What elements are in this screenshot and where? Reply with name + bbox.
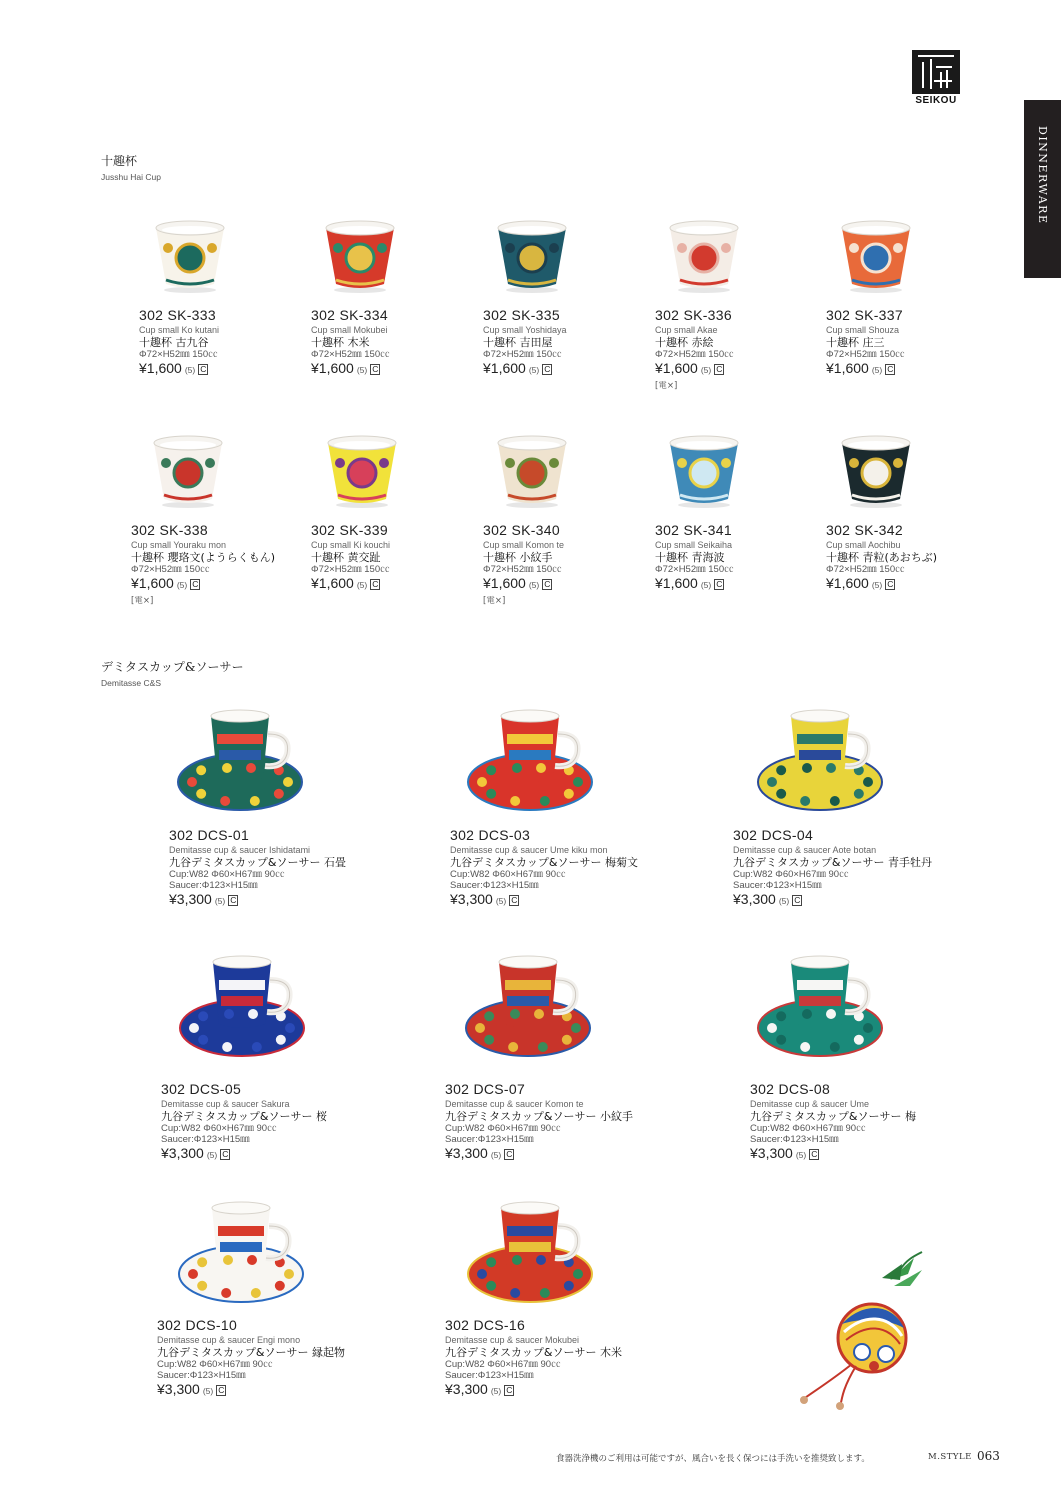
- product-name-en: Demitasse cup & saucer Mokubei: [445, 1335, 580, 1345]
- price-line: [311, 360, 511, 379]
- price: ¥1,600: [131, 575, 174, 591]
- cs-aote-botan-icon: [755, 706, 885, 816]
- product-dimensions: Φ72×H52㎜ 150㏄: [483, 349, 562, 360]
- pack-unit: (5): [528, 365, 540, 375]
- cup-dimensions: Cup:W82 Φ60×H67㎜ 90㏄: [169, 869, 285, 880]
- demitasse-product-card[interactable]: [445, 1081, 645, 1164]
- grade-badge: C: [811, 1149, 818, 1159]
- price: ¥3,300: [445, 1145, 488, 1161]
- price-line: [445, 1145, 645, 1164]
- cup-akae-icon: [664, 218, 744, 294]
- saucer-dimensions: Saucer:Φ123×H15㎜: [169, 880, 258, 891]
- cup-dimensions: Cup:W82 Φ60×H67㎜ 90㏄: [750, 1123, 866, 1134]
- price: ¥1,600: [311, 575, 354, 591]
- pack-unit: (5): [184, 365, 196, 375]
- price: ¥3,300: [733, 891, 776, 907]
- saucer-dimensions: Saucer:Φ123×H15㎜: [450, 880, 539, 891]
- pack-unit: (5): [778, 896, 790, 906]
- grade-badge: C: [544, 364, 551, 374]
- grade-badge: C: [506, 1385, 513, 1395]
- cup-product-card[interactable]: [655, 307, 855, 392]
- seikou-logo: [912, 50, 960, 106]
- product-code: 302 SK-341: [655, 522, 732, 538]
- saucer-dimensions: Saucer:Φ123×H15㎜: [445, 1370, 534, 1381]
- demitasse-product-card[interactable]: [445, 1317, 645, 1400]
- pack-unit: (5): [795, 1150, 807, 1160]
- product-name-en: Demitasse cup & saucer Ume kiku mon: [450, 845, 608, 855]
- product-code: 302 SK-333: [139, 307, 216, 323]
- pack-unit: (5): [700, 365, 712, 375]
- cup-seikaiha-icon: [664, 433, 744, 509]
- grade-badge: C: [200, 364, 207, 374]
- product-name-en: Demitasse cup & saucer Aote botan: [733, 845, 877, 855]
- product-name-jp: 十趣杯 青海波: [655, 551, 725, 564]
- product-name-jp: 九谷デミタスカップ&ソーサー 石畳: [169, 856, 346, 869]
- product-name-jp: 十趣杯 黄交趾: [311, 551, 381, 564]
- pack-unit: (5): [356, 365, 368, 375]
- cup-product-card[interactable]: [311, 522, 511, 594]
- cs-mokubei-icon: [465, 1198, 595, 1308]
- product-code: 302 DCS-08: [750, 1081, 831, 1097]
- category-label: DINNERWARE: [1036, 126, 1049, 225]
- pack-unit: (5): [176, 580, 188, 590]
- product-name-jp: 九谷デミタスカップ&ソーサー 小紋手: [445, 1110, 633, 1123]
- cup-komon-te-icon: [492, 433, 572, 509]
- product-name-en: Demitasse cup & saucer Komon te: [445, 1099, 584, 1109]
- demitasse-product-card[interactable]: [169, 827, 369, 910]
- product-dimensions: Φ72×H52㎜ 150㏄: [131, 564, 210, 575]
- product-code: 302 DCS-03: [450, 827, 531, 843]
- product-name-jp: 十趣杯 小紋手: [483, 551, 553, 564]
- cup-product-card[interactable]: [826, 307, 1026, 379]
- grade-badge: C: [506, 1149, 513, 1159]
- product-name-en: Cup small Seikaiha: [655, 540, 733, 550]
- product-name-jp: 九谷デミタスカップ&ソーサー 梅: [750, 1110, 916, 1123]
- footer-brand: M.STYLE: [928, 1452, 972, 1462]
- product-dimensions: Φ72×H52㎜ 150㏄: [655, 564, 734, 575]
- price-line: [483, 575, 683, 594]
- cup-product-card[interactable]: [483, 307, 683, 379]
- product-code: 302 DCS-04: [733, 827, 814, 843]
- product-name-jp: 九谷デミタスカップ&ソーサー 木米: [445, 1346, 622, 1359]
- price: ¥3,300: [450, 891, 493, 907]
- cup-aochibu-icon: [836, 433, 916, 509]
- price: ¥3,300: [157, 1381, 200, 1397]
- demitasse-product-card[interactable]: [161, 1081, 361, 1164]
- product-name-en: Cup small Ko kutani: [139, 325, 220, 335]
- product-name-jp: 九谷デミタスカップ&ソーサー 桜: [161, 1110, 327, 1123]
- logo-word: SEIKOU: [915, 95, 957, 106]
- product-code: 302 DCS-07: [445, 1081, 526, 1097]
- product-name-en: Demitasse cup & saucer Ishidatami: [169, 845, 311, 855]
- demitasse-product-card[interactable]: [450, 827, 650, 910]
- price-line: [311, 575, 511, 594]
- product-code: 302 SK-342: [826, 522, 903, 538]
- price-line: [655, 575, 855, 594]
- product-name-en: Demitasse cup & saucer Sakura: [161, 1099, 290, 1109]
- price: ¥1,600: [826, 575, 869, 591]
- grade-badge: C: [887, 579, 894, 589]
- saucer-dimensions: Saucer:Φ123×H15㎜: [750, 1134, 839, 1145]
- product-dimensions: Φ72×H52㎜ 150㏄: [826, 564, 905, 575]
- product-name-jp: 十趣杯 吉田屋: [483, 336, 553, 349]
- product-code: 302 DCS-10: [157, 1317, 238, 1333]
- dishwasher-note: [電×]: [655, 381, 678, 391]
- product-name-jp: 十趣杯 庄三: [826, 336, 885, 349]
- bamboo-and-temari-ornament-icon: [782, 1240, 942, 1415]
- product-name-jp: 九谷デミタスカップ&ソーサー 梅菊文: [450, 856, 638, 869]
- product-name-en: Demitasse cup & saucer Ume: [750, 1099, 870, 1109]
- cup-mokubei-icon: [320, 218, 400, 294]
- grade-badge: C: [716, 364, 723, 374]
- product-name-jp: 十趣杯 瓔珞文(ようらくもん): [131, 551, 276, 564]
- pack-unit: (5): [206, 1150, 218, 1160]
- grade-badge: C: [794, 895, 801, 905]
- product-code: 302 SK-337: [826, 307, 903, 323]
- section-subtitle-jusshu: Jusshu Hai Cup: [101, 172, 162, 182]
- product-code: 302 DCS-05: [161, 1081, 242, 1097]
- demitasse-product-card[interactable]: [750, 1081, 950, 1164]
- dishwasher-note: [電×]: [131, 596, 154, 606]
- pack-unit: (5): [490, 1386, 502, 1396]
- price-line: [139, 360, 339, 379]
- product-code: 302 SK-336: [655, 307, 732, 323]
- price-line: [655, 360, 855, 379]
- saucer-dimensions: Saucer:Φ123×H15㎜: [445, 1134, 534, 1145]
- product-dimensions: Φ72×H52㎜ 150㏄: [655, 349, 734, 360]
- pack-unit: (5): [495, 896, 507, 906]
- grade-badge: C: [372, 364, 379, 374]
- product-name-en: Cup small Aochibu: [826, 540, 901, 550]
- cup-ko-kutani-icon: [150, 218, 230, 294]
- pack-unit: (5): [528, 580, 540, 590]
- cs-sakura-icon: [177, 952, 307, 1062]
- price: ¥3,300: [169, 891, 212, 907]
- price: ¥1,600: [139, 360, 182, 376]
- cs-komon-te-icon: [463, 952, 593, 1062]
- demitasse-product-card[interactable]: [733, 827, 933, 910]
- cup-product-card[interactable]: [483, 522, 683, 607]
- product-code: 302 SK-338: [131, 522, 208, 538]
- product-dimensions: Φ72×H52㎜ 150㏄: [139, 349, 218, 360]
- price-line: [131, 575, 331, 594]
- product-code: 302 SK-334: [311, 307, 388, 323]
- pack-unit: (5): [490, 1150, 502, 1160]
- seikou-logo-mark-icon: [912, 50, 960, 94]
- product-name-jp: 十趣杯 古九谷: [139, 336, 209, 349]
- product-dimensions: Φ72×H52㎜ 150㏄: [311, 564, 390, 575]
- price-line: [750, 1145, 950, 1164]
- product-name-en: Cup small Mokubei: [311, 325, 388, 335]
- product-code: 302 SK-340: [483, 522, 560, 538]
- price: ¥3,300: [161, 1145, 204, 1161]
- product-name-jp: 十趣杯 木米: [311, 336, 370, 349]
- grade-badge: C: [716, 579, 723, 589]
- cs-ume-icon: [755, 952, 885, 1062]
- pack-unit: (5): [356, 580, 368, 590]
- pack-unit: (5): [214, 896, 226, 906]
- product-dimensions: Φ72×H52㎜ 150㏄: [826, 349, 905, 360]
- price-line: [483, 360, 683, 379]
- cup-dimensions: Cup:W82 Φ60×H67㎜ 90㏄: [450, 869, 566, 880]
- product-code: 302 SK-339: [311, 522, 388, 538]
- care-instructions-note: 食器洗浄機のご利用は可能ですが、風合いを長く保つには手洗いを推奨致します。: [556, 1454, 870, 1464]
- pack-unit: (5): [871, 365, 883, 375]
- price: ¥1,600: [655, 360, 698, 376]
- category-side-tab[interactable]: [1024, 100, 1061, 278]
- pack-unit: (5): [700, 580, 712, 590]
- product-name-jp: 十趣杯 赤絵: [655, 336, 714, 349]
- grade-badge: C: [230, 895, 237, 905]
- cup-dimensions: Cup:W82 Φ60×H67㎜ 90㏄: [445, 1359, 561, 1370]
- price: ¥1,600: [311, 360, 354, 376]
- cup-product-card[interactable]: [655, 522, 855, 594]
- cup-product-card[interactable]: [311, 307, 511, 379]
- cup-product-card[interactable]: [131, 522, 331, 607]
- price-line: [826, 575, 1026, 594]
- grade-badge: C: [222, 1149, 229, 1159]
- cup-youraku-icon: [148, 433, 228, 509]
- product-name-jp: 九谷デミタスカップ&ソーサー 青手牡丹: [733, 856, 932, 869]
- section-title-jusshu: 十趣杯: [101, 154, 138, 168]
- cup-product-card[interactable]: [139, 307, 339, 379]
- grade-badge: C: [511, 895, 518, 905]
- dishwasher-note: [電×]: [483, 596, 506, 606]
- price: ¥3,300: [445, 1381, 488, 1397]
- grade-badge: C: [218, 1385, 225, 1395]
- cup-yoshidaya-icon: [492, 218, 572, 294]
- grade-badge: C: [544, 579, 551, 589]
- saucer-dimensions: Saucer:Φ123×H15㎜: [733, 880, 822, 891]
- product-name-en: Cup small Ki kouchi: [311, 540, 391, 550]
- cs-ume-kiku-icon: [465, 706, 595, 816]
- price-line: [826, 360, 1026, 379]
- saucer-dimensions: Saucer:Φ123×H15㎜: [157, 1370, 246, 1381]
- grade-badge: C: [887, 364, 894, 374]
- saucer-dimensions: Saucer:Φ123×H15㎜: [161, 1134, 250, 1145]
- cup-dimensions: Cup:W82 Φ60×H67㎜ 90㏄: [157, 1359, 273, 1370]
- section-title-demitasse: デミタスカップ&ソーサー: [101, 660, 244, 674]
- product-dimensions: Φ72×H52㎜ 150㏄: [483, 564, 562, 575]
- price: ¥1,600: [483, 575, 526, 591]
- price-line: [450, 891, 650, 910]
- cup-ki-kouchi-icon: [322, 433, 402, 509]
- price-line: [161, 1145, 361, 1164]
- product-dimensions: Φ72×H52㎜ 150㏄: [311, 349, 390, 360]
- cup-product-card[interactable]: [826, 522, 1026, 594]
- grade-badge: C: [192, 579, 199, 589]
- product-name-en: Cup small Yoshidaya: [483, 325, 567, 335]
- price-line: [169, 891, 369, 910]
- product-name-en: Cup small Shouza: [826, 325, 900, 335]
- demitasse-product-card[interactable]: [157, 1317, 357, 1400]
- grade-badge: C: [372, 579, 379, 589]
- product-name-en: Demitasse cup & saucer Engi mono: [157, 1335, 301, 1345]
- price-line: [445, 1381, 645, 1400]
- price-line: [733, 891, 933, 910]
- product-code: 302 DCS-16: [445, 1317, 526, 1333]
- section-subtitle-demitasse: Demitasse C&S: [101, 678, 161, 688]
- price: ¥1,600: [483, 360, 526, 376]
- pack-unit: (5): [871, 580, 883, 590]
- product-name-jp: 九谷デミタスカップ&ソーサー 縁起物: [157, 1346, 345, 1359]
- cup-dimensions: Cup:W82 Φ60×H67㎜ 90㏄: [161, 1123, 277, 1134]
- price: ¥1,600: [826, 360, 869, 376]
- product-name-en: Cup small Akae: [655, 325, 718, 335]
- cs-engi-mono-icon: [176, 1198, 306, 1308]
- price-line: [157, 1381, 357, 1400]
- pack-unit: (5): [202, 1386, 214, 1396]
- price: ¥3,300: [750, 1145, 793, 1161]
- cup-dimensions: Cup:W82 Φ60×H67㎜ 90㏄: [445, 1123, 561, 1134]
- cup-dimensions: Cup:W82 Φ60×H67㎜ 90㏄: [733, 869, 849, 880]
- page-number: 063: [977, 1449, 1000, 1463]
- price: ¥1,600: [655, 575, 698, 591]
- cup-shouza-icon: [836, 218, 916, 294]
- product-code: 302 DCS-01: [169, 827, 250, 843]
- product-name-en: Cup small Youraku mon: [131, 540, 227, 550]
- product-code: 302 SK-335: [483, 307, 560, 323]
- cs-ishidatami-icon: [175, 706, 305, 816]
- product-name-jp: 十趣杯 青粒(あおちぶ): [826, 551, 938, 564]
- product-name-en: Cup small Komon te: [483, 540, 565, 550]
